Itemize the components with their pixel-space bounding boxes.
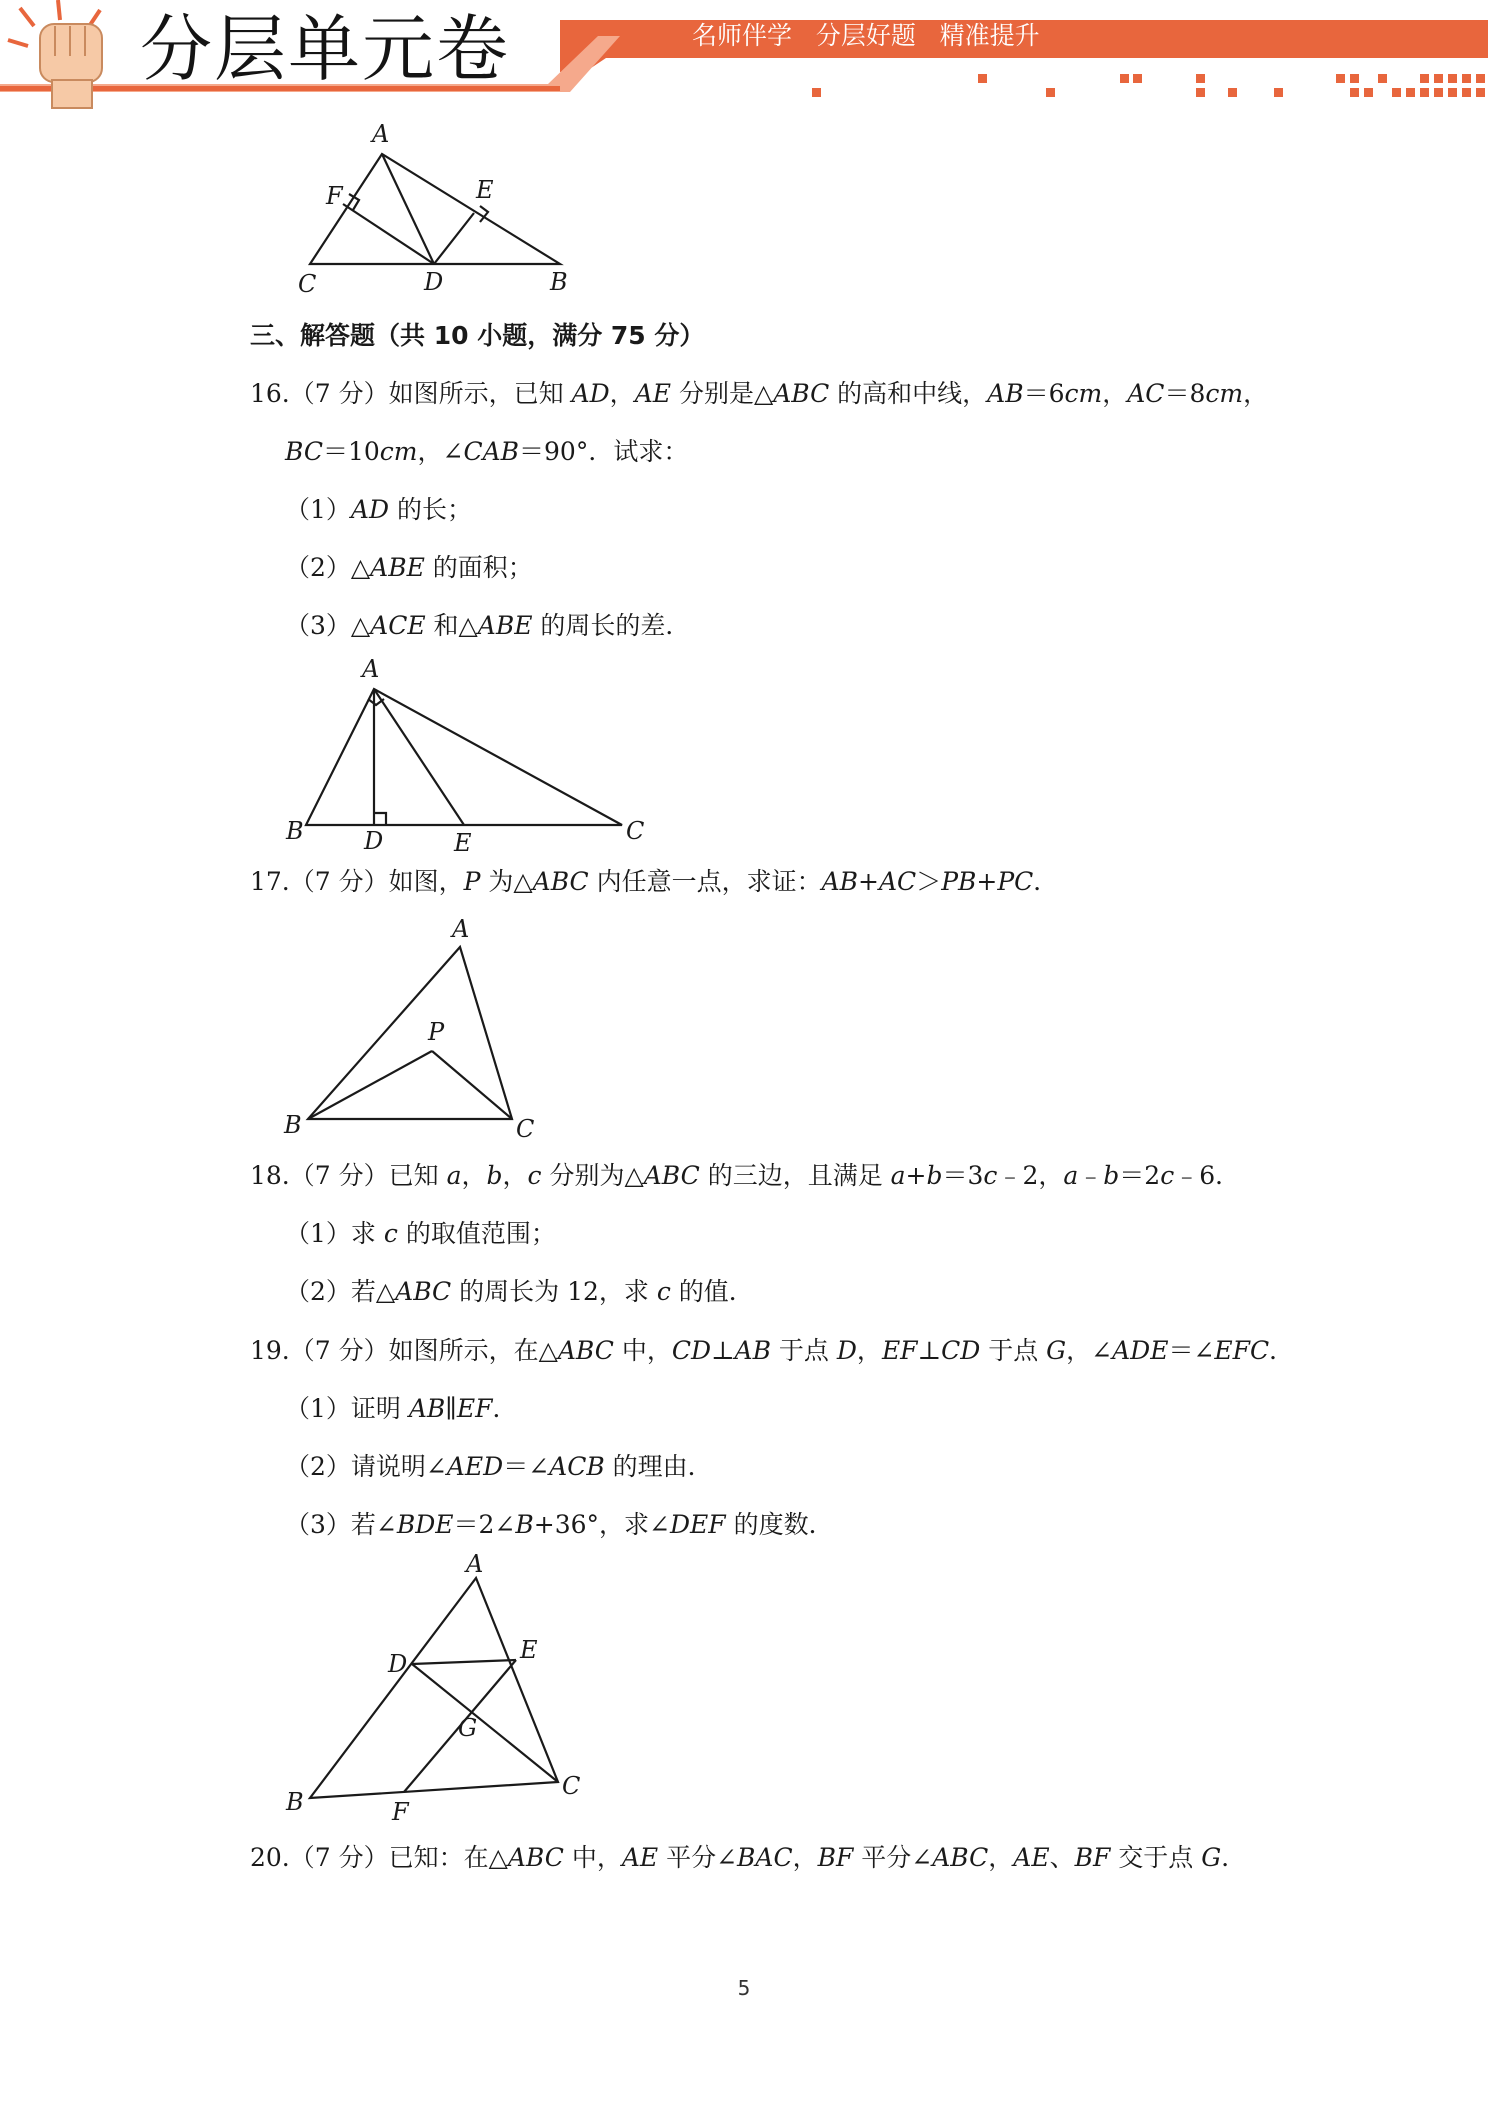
label-A: A (466, 1550, 484, 1578)
label-G: G (458, 1714, 478, 1742)
brand-title: 分层单元卷 (140, 7, 511, 91)
label-P: P (428, 1018, 445, 1046)
section-heading: 三、解答题（共 10 小题，满分 75 分） (250, 321, 705, 350)
label-B: B (284, 1111, 302, 1139)
question-19-part-2: （2）请说明∠AED＝∠ACB 的理由． (285, 1452, 713, 1481)
label-D: D (424, 268, 444, 296)
label-E: E (476, 176, 494, 204)
question-19: 19.（7 分）如图所示，在△ABC 中，CD⊥AB 于点 D，EF⊥CD 于点 G，∠ADE＝∠EFC． (250, 1336, 1295, 1365)
question-16-part-3: （3）△ACE 和△ABE 的周长的差． (285, 611, 691, 640)
page-header (0, 0, 1488, 110)
question-19-part-3: （3）若∠BDE＝2∠B+36°，求∠DEF 的度数． (285, 1510, 834, 1539)
label-F: F (392, 1798, 409, 1826)
question-16-part-1: （1）AD 的长； (285, 495, 472, 524)
figure-q19 (280, 1550, 600, 1828)
question-18-part-1: （1）求 c 的取值范围； (285, 1219, 556, 1248)
label-B: B (286, 1788, 304, 1816)
label-A: A (362, 655, 380, 683)
question-18: 18.（7 分）已知 a，b，c 分别为△ABC 的三边，且满足 a+b＝3c﹣2，a﹣b＝2c﹣6． (250, 1161, 1241, 1190)
label-B: B (550, 268, 568, 296)
question-19-part-1: （1）证明 AB∥EF． (285, 1394, 518, 1423)
question-16-line-1: 16.（7 分）如图所示，已知 AD，AE 分别是△ABC 的高和中线，AB＝6cm，AC＝8cm， (250, 379, 1269, 408)
page-number: 5 (737, 1976, 751, 2000)
label-A: A (452, 915, 470, 943)
label-E: E (520, 1636, 538, 1664)
question-20: 20.（7 分）已知：在△ABC 中，AE 平分∠BAC，BF 平分∠ABC，AE、BF 交于点 G． (250, 1843, 1247, 1872)
figure-q17 (280, 915, 540, 1145)
label-C: C (562, 1772, 581, 1800)
label-E: E (454, 829, 472, 857)
figure-q16 (280, 655, 660, 855)
label-C: C (516, 1115, 535, 1143)
question-16-part-2: （2）△ABE 的面积； (285, 553, 533, 582)
label-B: B (286, 817, 304, 845)
question-17: 17.（7 分）如图，P 为△ABC 内任意一点，求证：AB+AC＞PB+PC． (250, 867, 1059, 896)
header-slogan: 名师伴学 分层好题 精准提升 (692, 21, 1040, 50)
label-D: D (388, 1650, 408, 1678)
label-A: A (372, 120, 390, 148)
header-dot-pattern (812, 74, 1485, 97)
label-C: C (298, 270, 317, 298)
label-F: F (326, 182, 343, 210)
question-18-part-2: （2）若△ABC 的周长为 12，求 c 的值． (285, 1277, 754, 1306)
figure-q15 (290, 120, 580, 300)
label-C: C (626, 817, 645, 845)
question-16-line-2: BC＝10cm，∠CAB＝90°．试求： (285, 437, 689, 466)
label-D: D (364, 827, 384, 855)
